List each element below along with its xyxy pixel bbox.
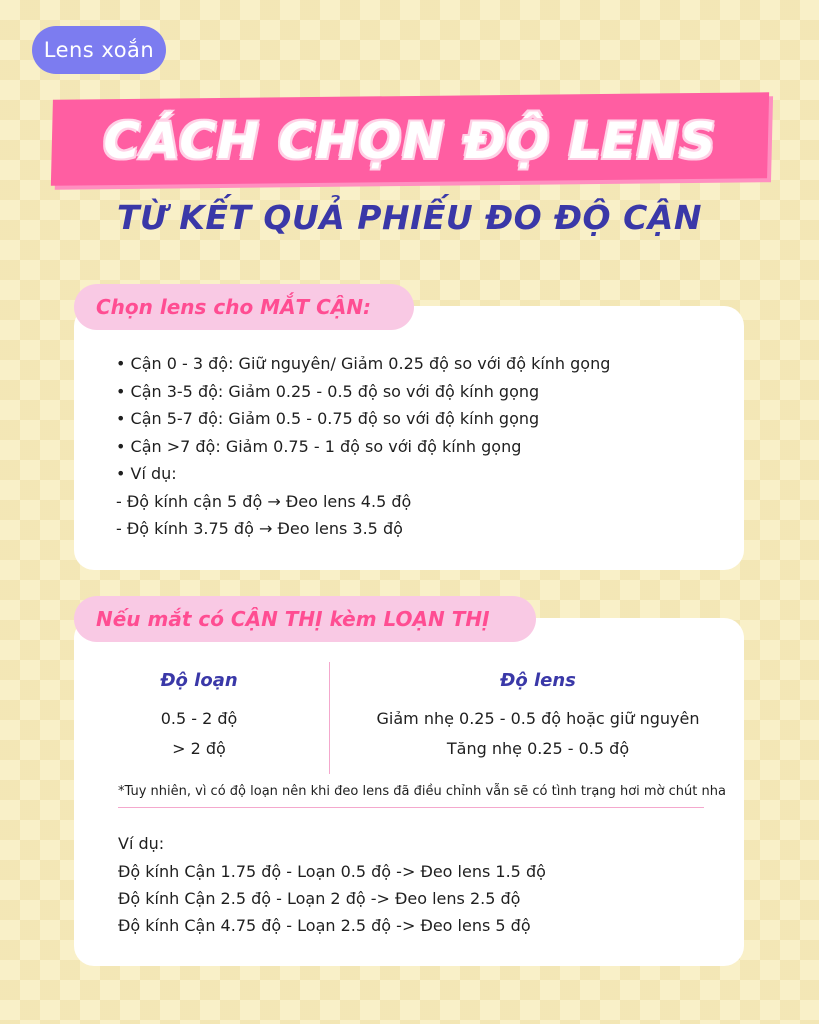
example-label: Ví dụ: [118, 834, 165, 853]
example-item: Độ kính Cận 4.75 độ - Loạn 2.5 độ -> Đeo lens 5 độ [118, 916, 531, 935]
list-item: - Độ kính 3.75 độ → Đeo lens 3.5 độ [116, 519, 403, 538]
list-item: • Cận 3-5 độ: Giảm 0.25 - 0.5 độ so với độ kính gọng [116, 381, 540, 401]
table-cell-lens: Tăng nhẹ 0.25 - 0.5 độ [446, 739, 630, 758]
list-item: • Cận >7 độ: Giảm 0.75 - 1 độ so với độ kính gọng [116, 436, 522, 456]
myopia-list [116, 354, 610, 547]
myopia-heading: Chọn lens cho MẮT CẬN: [74, 284, 414, 330]
lens-column-header: Độ lens [500, 670, 576, 691]
table-cell-astig: 0.5 - 2 độ [160, 709, 238, 728]
list-item: • Cận 5-7 độ: Giảm 0.5 - 0.75 độ so với độ kính gọng [116, 409, 540, 428]
page-title: CÁCH CHỌN ĐỘ LENS [103, 112, 717, 170]
brand-logo: Lens xoắn [32, 26, 166, 74]
list-item: • Cận 0 - 3 độ: Giữ nguyên/ Giảm 0.25 độ so với độ kính gọng [116, 354, 611, 373]
page-subtitle: TỪ KẾT QUẢ PHIẾU ĐO ĐỘ CẬN [117, 198, 702, 237]
column-divider [329, 662, 330, 774]
list-item: • Ví dụ: [116, 464, 177, 483]
table-cell-astig: > 2 độ [172, 739, 226, 758]
astig-column-header: Độ loạn [160, 670, 238, 691]
example-item: Độ kính Cận 2.5 độ - Loạn 2 độ -> Đeo lens 2.5 độ [118, 889, 521, 908]
astigmatism-heading: Nếu mắt có CẬN THỊ kèm LOẠN THỊ [74, 596, 536, 642]
example-item: Độ kính Cận 1.75 độ - Loạn 0.5 độ -> Đeo lens 1.5 độ [118, 862, 546, 881]
footnote: *Tuy nhiên, vì có độ loạn nên khi đeo lens đã điều chỉnh vẫn sẽ có tình trạng hơi mờ chút nha [118, 784, 704, 808]
table-cell-lens: Giảm nhẹ 0.25 - 0.5 độ hoặc giữ nguyên [376, 709, 700, 728]
list-item: - Độ kính cận 5 độ → Đeo lens 4.5 độ [116, 491, 412, 511]
